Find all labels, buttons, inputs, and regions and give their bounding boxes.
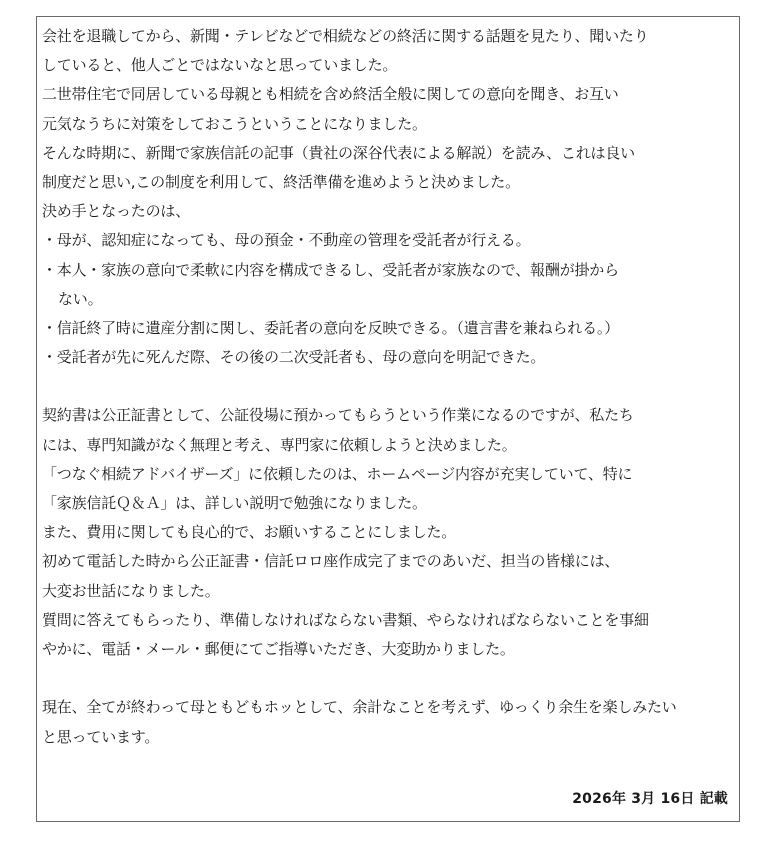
text-line: 初めて電話した時から公正証書・信託ロロ座作成完了までのあいだ、担当の皆様には、 [42,552,620,571]
text-line: やかに、電話・メール・郵便にてご指導いただき、大変助かりました。 [42,639,515,658]
blank-line [42,664,736,693]
text-line: また、費用に関しても良心的で、お願いすることにしました。 [42,523,457,542]
text-line: 大変お世話になりました。 [42,581,220,600]
text-line: 現在、全てが終わって母ともどもホッとして、余計なことを考えず、ゆっくり余生を楽しみたい [42,698,677,717]
text-line: 会社を退職してから、新聞・テレビなどで相続などの終活に関する話題を見たり、聞いたり [42,27,649,45]
list-item-continuation: ない。 [58,289,103,308]
blank-line [42,372,736,401]
text-line: には、専門知識がなく無理と考え、専門家に依頼しようと決めました。 [42,435,517,454]
text-line: と思っています。 [42,727,160,746]
text-line: していると、他人ごとではないなと思っていました。 [42,56,398,75]
list-item: ・信託終了時に遺産分割に関し、委託者の意向を反映できる。（遺言書を兼ねられる。） [42,318,620,337]
list-item: ・受託者が先に死んだ際、その後の二次受託者も、母の意向を明記できた。 [42,348,546,367]
text-line: 「つなぐ相続アドバイザーズ」に依頼したのは、ホームページ内容が充実していて、特に [42,464,633,483]
testimonial-body [42,22,736,752]
text-line: 決め手となったのは、 [42,202,191,221]
text-line: そんな時期に、新聞で家族信託の記事（貴社の深谷代表による解説）を読み、これは良い [42,143,635,162]
text-line: 契約書は公正証書として、公証役場に預かってもらうという作業になるのですが、私たち [42,406,634,425]
list-item: ・本人・家族の意向で柔軟に内容を構成できるし、受託者が家族なので、報酬が掛から [42,260,619,279]
text-line: 二世帯住宅で同居している母親とも相続を含め終活全般に関しての意向を聞き、お互い [42,85,619,104]
text-line: 元気なうちに対策をしておこうということになりました。 [42,114,427,133]
text-line: 「家族信託Ｑ＆Ａ」は、詳しい説明で勉強になりました。 [42,494,427,512]
text-line: 制度だと思い,この制度を利用して、終活準備を進めようと決めました。 [42,172,520,191]
text-line: 質問に答えてもらったり、準備しなければならない書類、やらなければならないことを事細 [42,610,649,629]
list-item: ・母が、認知症になっても、母の預金・不動産の管理を受託者が行える。 [42,231,531,250]
document-date: 2026年 3月 16日 記載 [572,791,728,807]
